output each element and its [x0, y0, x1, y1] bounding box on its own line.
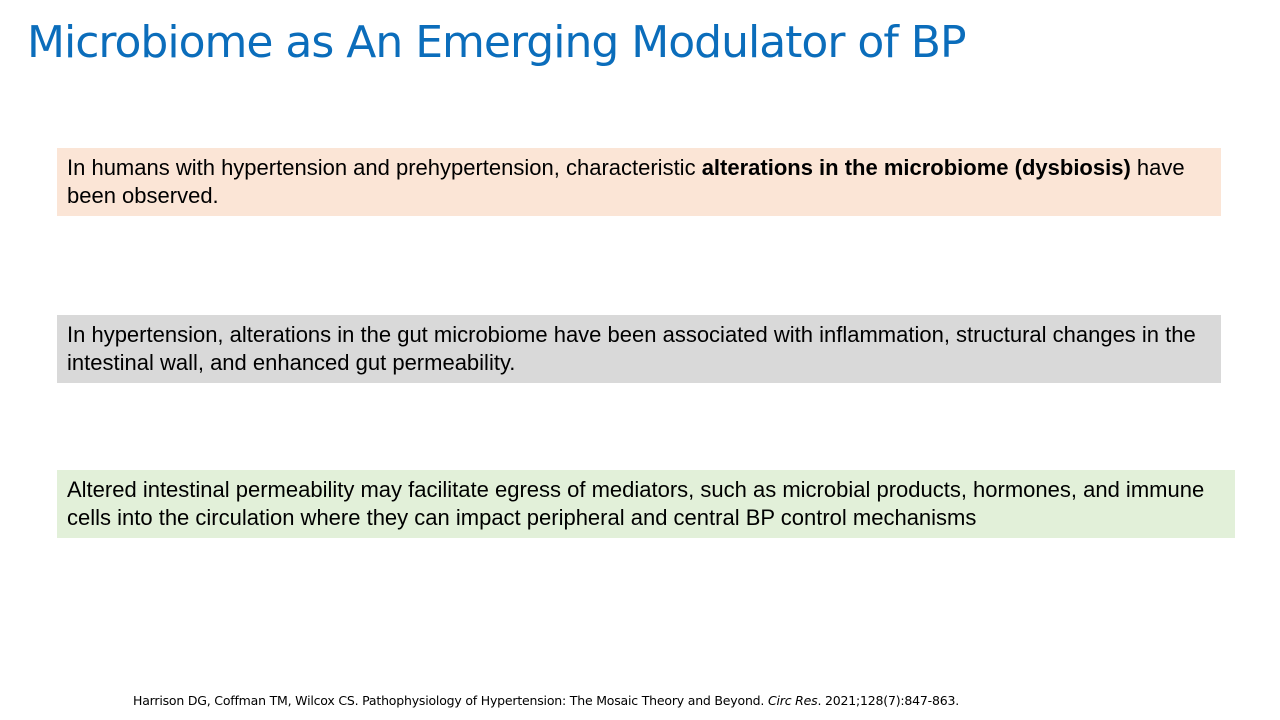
- citation-authors-title: Harrison DG, Coffman TM, Wilcox CS. Pathophysiology of Hypertension: The Mosaic Theory and Beyond.: [133, 693, 768, 708]
- statement-text-end: have been observed.: [67, 155, 1185, 208]
- statement-box-gut-permeability: [57, 315, 1221, 383]
- slide-title: Microbiome as An Emerging Modulator of BP: [27, 17, 966, 68]
- statement-emphasis: alterations in the microbiome (dysbiosis): [701, 155, 1131, 180]
- citation-journal: Circ Res: [767, 693, 818, 708]
- statement-box-mediators: [57, 470, 1235, 538]
- citation-reference: [133, 692, 959, 710]
- statement-text: In hypertension, alterations in the gut microbiome have been associated with inflammation, structural changes in the intestinal wall, and enhanced gut permeability.: [67, 322, 1196, 375]
- statement-box-dysbiosis: [57, 148, 1221, 216]
- citation-details: . 2021;128(7):847-863.: [817, 693, 959, 708]
- statement-text: In humans with hypertension and prehypertension, characteristic: [67, 155, 702, 180]
- statement-text: Altered intestinal permeability may facilitate egress of mediators, such as microbial products, hormones, and immune cells into the circulation where they can impact peripheral and central BP control mechanisms: [67, 477, 1205, 530]
